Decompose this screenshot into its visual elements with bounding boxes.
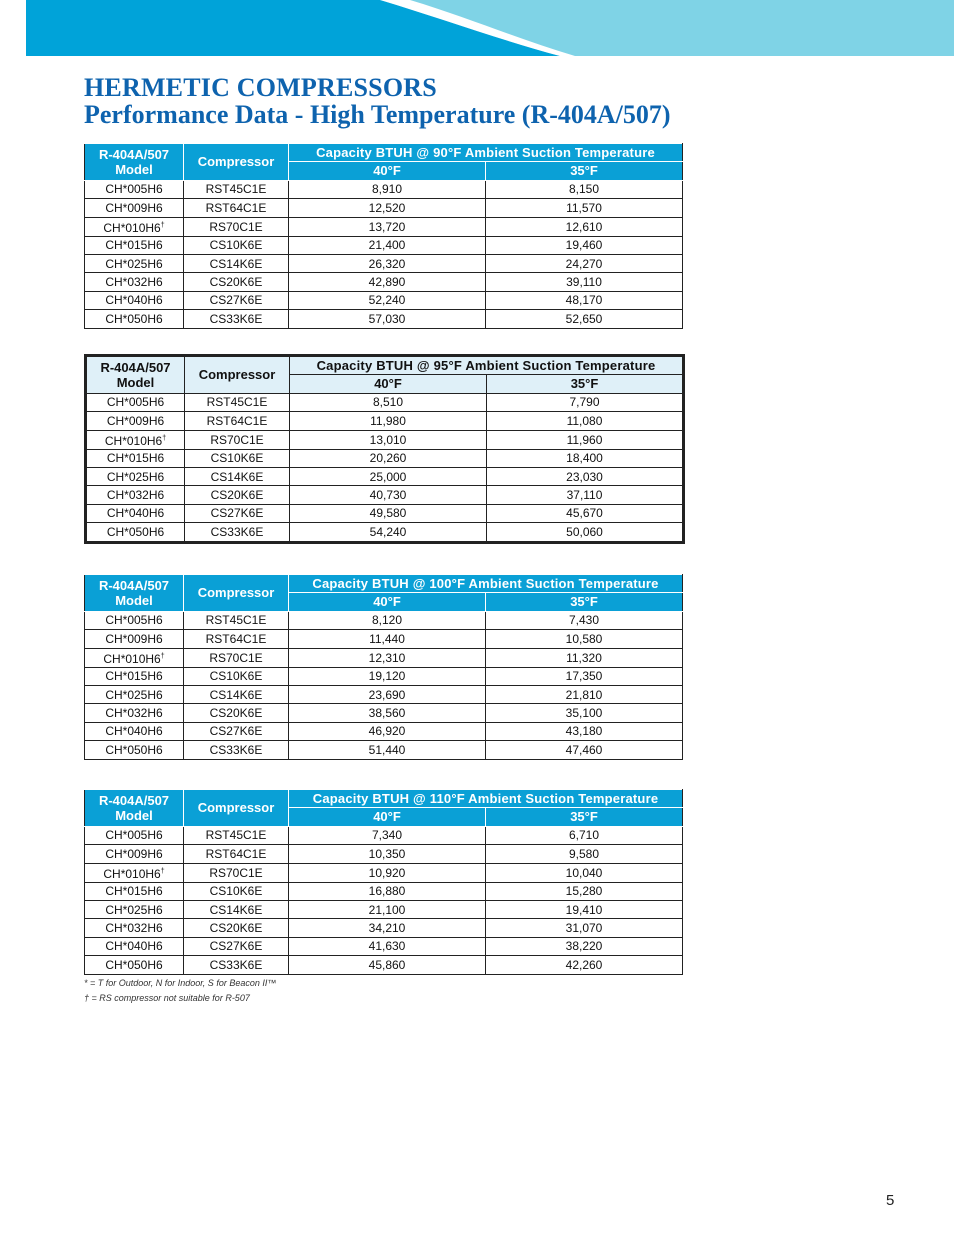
cell-model xyxy=(85,685,184,703)
title-line-1: HERMETIC COMPRESSORS xyxy=(84,73,437,102)
cell-capacity-35f: 52,650 xyxy=(486,310,683,328)
cell-capacity-35f: 8,150 xyxy=(486,180,683,198)
cell-compressor: CS20K6E xyxy=(185,486,290,504)
cell-capacity-35f: 11,960 xyxy=(487,430,684,449)
top-banner xyxy=(0,0,954,56)
table-row xyxy=(86,412,684,430)
header-row xyxy=(85,790,683,808)
cell-model xyxy=(85,254,184,272)
table-row xyxy=(85,685,683,703)
header-40f: 40°F xyxy=(289,593,486,611)
header-capacity: Capacity BTUH @ 90°F Ambient Suction Temperature xyxy=(289,144,683,162)
model-text: CH*009H6 xyxy=(105,846,163,861)
cell-model xyxy=(85,236,184,254)
cell-capacity-40f: 23,690 xyxy=(289,685,486,703)
cell-compressor: CS14K6E xyxy=(184,900,289,918)
cell-capacity-35f: 12,610 xyxy=(486,217,683,236)
performance-table-95f xyxy=(84,354,685,544)
dagger-mark: † xyxy=(160,221,165,229)
table-row xyxy=(85,310,683,328)
model-text: CH*009H6 xyxy=(105,200,163,215)
model-text: CH*050H6 xyxy=(105,742,163,757)
cell-capacity-35f: 19,410 xyxy=(486,900,683,918)
cell-model xyxy=(85,845,184,863)
table-row xyxy=(85,863,683,882)
cell-model xyxy=(85,630,184,648)
model-text: CH*005H6 xyxy=(105,828,163,843)
cell-model xyxy=(85,704,184,722)
cell-compressor: CS20K6E xyxy=(184,273,289,291)
cell-model xyxy=(86,449,185,467)
header-35f: 35°F xyxy=(486,808,683,826)
cell-capacity-40f: 21,400 xyxy=(289,236,486,254)
cell-compressor: CS27K6E xyxy=(185,504,290,522)
cell-model xyxy=(85,741,184,759)
cell-model xyxy=(85,648,184,667)
cell-capacity-35f: 48,170 xyxy=(486,291,683,309)
cell-capacity-40f: 13,010 xyxy=(290,430,487,449)
cell-capacity-35f: 10,040 xyxy=(486,863,683,882)
model-text: CH*032H6 xyxy=(105,921,163,936)
table-row xyxy=(85,273,683,291)
cell-capacity-35f: 31,070 xyxy=(486,919,683,937)
model-text: CH*050H6 xyxy=(105,957,163,972)
table-row xyxy=(85,254,683,272)
cell-compressor: CS10K6E xyxy=(184,882,289,900)
table-row xyxy=(85,648,683,667)
page-number: 5 xyxy=(886,1192,895,1209)
cell-compressor: RST45C1E xyxy=(184,180,289,198)
cell-model xyxy=(86,504,185,522)
cell-capacity-35f: 21,810 xyxy=(486,685,683,703)
cell-compressor: CS33K6E xyxy=(185,523,290,542)
cell-capacity-40f: 25,000 xyxy=(290,467,487,485)
table-row xyxy=(85,630,683,648)
table-row xyxy=(85,722,683,740)
performance-table-110f xyxy=(84,789,683,975)
cell-capacity-35f: 45,670 xyxy=(487,504,684,522)
model-text: CH*050H6 xyxy=(105,311,163,326)
cell-capacity-40f: 54,240 xyxy=(290,523,487,542)
cell-model xyxy=(85,722,184,740)
title-line-2: Performance Data - High Temperature (R-404A/507) xyxy=(84,100,671,129)
cell-model xyxy=(85,611,184,629)
table-row xyxy=(85,845,683,863)
cell-capacity-35f: 24,270 xyxy=(486,254,683,272)
cell-model xyxy=(86,486,185,504)
cell-compressor: RS70C1E xyxy=(184,863,289,882)
table-row xyxy=(86,486,684,504)
table-row xyxy=(85,667,683,685)
header-capacity: Capacity BTUH @ 110°F Ambient Suction Temperature xyxy=(289,790,683,808)
table-row xyxy=(85,704,683,722)
cell-capacity-35f: 11,570 xyxy=(486,199,683,217)
cell-model xyxy=(86,523,185,542)
cell-compressor: RST64C1E xyxy=(184,199,289,217)
cell-compressor: CS14K6E xyxy=(185,467,290,485)
header-compressor: Compressor xyxy=(184,790,289,827)
cell-capacity-40f: 13,720 xyxy=(289,217,486,236)
cell-model xyxy=(85,291,184,309)
cell-compressor: CS10K6E xyxy=(185,449,290,467)
cell-capacity-40f: 11,440 xyxy=(289,630,486,648)
table-row xyxy=(85,826,683,844)
header-40f: 40°F xyxy=(289,162,486,180)
table-row xyxy=(85,236,683,254)
cell-model xyxy=(85,937,184,955)
cell-compressor: CS20K6E xyxy=(184,919,289,937)
footnote-dagger: † = RS compressor not suitable for R-507 xyxy=(84,993,250,1003)
cell-model xyxy=(85,826,184,844)
cell-capacity-40f: 49,580 xyxy=(290,504,487,522)
cell-model xyxy=(85,900,184,918)
cell-capacity-40f: 42,890 xyxy=(289,273,486,291)
cell-compressor: CS14K6E xyxy=(184,254,289,272)
header-model: R-404A/507 Model xyxy=(85,575,184,612)
table-row xyxy=(85,900,683,918)
model-text: CH*032H6 xyxy=(105,706,163,721)
cell-capacity-40f: 51,440 xyxy=(289,741,486,759)
cell-capacity-35f: 47,460 xyxy=(486,741,683,759)
cell-capacity-40f: 26,320 xyxy=(289,254,486,272)
cell-compressor: CS33K6E xyxy=(184,310,289,328)
cell-capacity-35f: 7,790 xyxy=(487,393,684,411)
cell-capacity-35f: 39,110 xyxy=(486,273,683,291)
model-text: CH*025H6 xyxy=(106,469,165,484)
table-row xyxy=(85,611,683,629)
cell-compressor: RS70C1E xyxy=(185,430,290,449)
cell-compressor: RST64C1E xyxy=(184,845,289,863)
cell-capacity-40f: 46,920 xyxy=(289,722,486,740)
header-35f: 35°F xyxy=(487,375,684,393)
cell-capacity-40f: 34,210 xyxy=(289,919,486,937)
cell-capacity-40f: 19,120 xyxy=(289,667,486,685)
cell-capacity-40f: 12,520 xyxy=(289,199,486,217)
model-text: CH*010H6 xyxy=(104,433,163,448)
cell-capacity-40f: 40,730 xyxy=(290,486,487,504)
header-compressor: Compressor xyxy=(185,356,290,394)
cell-compressor: RS70C1E xyxy=(184,217,289,236)
table-row xyxy=(86,523,684,542)
table-row xyxy=(85,919,683,937)
header-row xyxy=(86,356,684,375)
table-row xyxy=(86,430,684,449)
model-text: CH*005H6 xyxy=(105,182,163,197)
table-row xyxy=(85,937,683,955)
cell-capacity-35f: 19,460 xyxy=(486,236,683,254)
model-text: CH*015H6 xyxy=(106,451,165,466)
model-text: CH*009H6 xyxy=(105,631,163,646)
cell-compressor: CS27K6E xyxy=(184,291,289,309)
cell-capacity-40f: 7,340 xyxy=(289,826,486,844)
header-40f: 40°F xyxy=(290,375,487,393)
cell-model xyxy=(85,217,184,236)
model-text: CH*009H6 xyxy=(106,413,165,428)
performance-table-100f xyxy=(84,574,683,760)
model-text: CH*010H6 xyxy=(103,220,161,235)
cell-capacity-40f: 8,910 xyxy=(289,180,486,198)
cell-capacity-40f: 20,260 xyxy=(290,449,487,467)
cell-model xyxy=(86,430,185,449)
cell-capacity-35f: 6,710 xyxy=(486,826,683,844)
header-model: R-404A/507 Model xyxy=(85,790,184,827)
cell-capacity-35f: 11,320 xyxy=(486,648,683,667)
cell-capacity-35f: 9,580 xyxy=(486,845,683,863)
model-text: CH*032H6 xyxy=(105,275,163,290)
cell-compressor: RST64C1E xyxy=(184,630,289,648)
model-text: CH*025H6 xyxy=(105,256,163,271)
header-35f: 35°F xyxy=(486,162,683,180)
header-35f: 35°F xyxy=(486,593,683,611)
cell-capacity-40f: 52,240 xyxy=(289,291,486,309)
cell-model xyxy=(85,919,184,937)
cell-compressor: CS14K6E xyxy=(184,685,289,703)
cell-compressor: CS33K6E xyxy=(184,741,289,759)
cell-capacity-35f: 17,350 xyxy=(486,667,683,685)
model-text: CH*015H6 xyxy=(105,238,163,253)
cell-compressor: CS27K6E xyxy=(184,722,289,740)
model-text: CH*040H6 xyxy=(105,939,163,954)
cell-compressor: RST45C1E xyxy=(184,826,289,844)
cell-capacity-35f: 50,060 xyxy=(487,523,684,542)
header-row xyxy=(85,144,683,162)
cell-capacity-35f: 35,100 xyxy=(486,704,683,722)
model-text: CH*015H6 xyxy=(105,669,163,684)
cell-model xyxy=(86,467,185,485)
cell-capacity-40f: 11,980 xyxy=(290,412,487,430)
page-title xyxy=(84,74,671,128)
model-text: CH*025H6 xyxy=(105,687,163,702)
table-row xyxy=(85,180,683,198)
cell-capacity-40f: 8,510 xyxy=(290,393,487,411)
cell-capacity-40f: 10,920 xyxy=(289,863,486,882)
cell-capacity-35f: 42,260 xyxy=(486,956,683,974)
cell-capacity-35f: 37,110 xyxy=(487,486,684,504)
model-text: CH*040H6 xyxy=(105,293,163,308)
cell-capacity-40f: 38,560 xyxy=(289,704,486,722)
cell-compressor: RST45C1E xyxy=(184,611,289,629)
model-text: CH*040H6 xyxy=(105,724,163,739)
model-text: CH*050H6 xyxy=(106,524,165,539)
header-compressor: Compressor xyxy=(184,575,289,612)
table-row xyxy=(86,393,684,411)
cell-model xyxy=(85,956,184,974)
cell-model xyxy=(85,882,184,900)
cell-model xyxy=(85,310,184,328)
cell-capacity-40f: 41,630 xyxy=(289,937,486,955)
header-row xyxy=(85,575,683,593)
table-row xyxy=(85,741,683,759)
cell-model xyxy=(86,393,185,411)
cell-capacity-40f: 10,350 xyxy=(289,845,486,863)
cell-compressor: CS10K6E xyxy=(184,236,289,254)
cell-model xyxy=(85,199,184,217)
model-text: CH*015H6 xyxy=(105,884,163,899)
cell-compressor: RS70C1E xyxy=(184,648,289,667)
table-row xyxy=(86,467,684,485)
cell-compressor: CS33K6E xyxy=(184,956,289,974)
model-text: CH*040H6 xyxy=(106,506,165,521)
header-40f: 40°F xyxy=(289,808,486,826)
dagger-mark: † xyxy=(160,867,165,875)
cell-capacity-35f: 10,580 xyxy=(486,630,683,648)
cell-capacity-35f: 18,400 xyxy=(487,449,684,467)
cell-compressor: RST45C1E xyxy=(185,393,290,411)
model-text: CH*025H6 xyxy=(105,902,163,917)
header-model: R-404A/507 Model xyxy=(85,144,184,181)
table-row xyxy=(85,217,683,236)
model-text: CH*010H6 xyxy=(103,651,161,666)
header-model: R-404A/507 Model xyxy=(86,356,185,394)
cell-capacity-40f: 12,310 xyxy=(289,648,486,667)
cell-compressor: CS27K6E xyxy=(184,937,289,955)
dagger-mark: † xyxy=(162,434,167,442)
cell-capacity-35f: 11,080 xyxy=(487,412,684,430)
cell-model xyxy=(85,180,184,198)
table-row xyxy=(86,449,684,467)
cell-model xyxy=(85,667,184,685)
model-text: CH*005H6 xyxy=(105,613,163,628)
model-text: CH*010H6 xyxy=(103,866,161,881)
cell-compressor: RST64C1E xyxy=(185,412,290,430)
table-row xyxy=(85,199,683,217)
cell-capacity-40f: 16,880 xyxy=(289,882,486,900)
footnotes xyxy=(84,976,276,1006)
cell-capacity-40f: 8,120 xyxy=(289,611,486,629)
cell-compressor: CS20K6E xyxy=(184,704,289,722)
cell-capacity-40f: 21,100 xyxy=(289,900,486,918)
cell-compressor: CS10K6E xyxy=(184,667,289,685)
cell-capacity-35f: 38,220 xyxy=(486,937,683,955)
model-text: CH*032H6 xyxy=(106,488,165,503)
header-compressor: Compressor xyxy=(184,144,289,181)
table-row xyxy=(85,956,683,974)
model-text: CH*005H6 xyxy=(106,395,165,410)
cell-capacity-35f: 7,430 xyxy=(486,611,683,629)
table-row xyxy=(86,504,684,522)
cell-model xyxy=(85,273,184,291)
cell-capacity-40f: 45,860 xyxy=(289,956,486,974)
table-row xyxy=(85,882,683,900)
cell-capacity-35f: 23,030 xyxy=(487,467,684,485)
dagger-mark: † xyxy=(160,652,165,660)
header-capacity: Capacity BTUH @ 100°F Ambient Suction Temperature xyxy=(289,575,683,593)
footnote-asterisk: * = T for Outdoor, N for Indoor, S for Beacon II™ xyxy=(84,978,277,988)
cell-model xyxy=(86,412,185,430)
table-row xyxy=(85,291,683,309)
cell-capacity-40f: 57,030 xyxy=(289,310,486,328)
cell-capacity-35f: 43,180 xyxy=(486,722,683,740)
performance-table-90f xyxy=(84,143,683,329)
cell-capacity-35f: 15,280 xyxy=(486,882,683,900)
cell-model xyxy=(85,863,184,882)
header-capacity: Capacity BTUH @ 95°F Ambient Suction Temperature xyxy=(290,356,684,375)
